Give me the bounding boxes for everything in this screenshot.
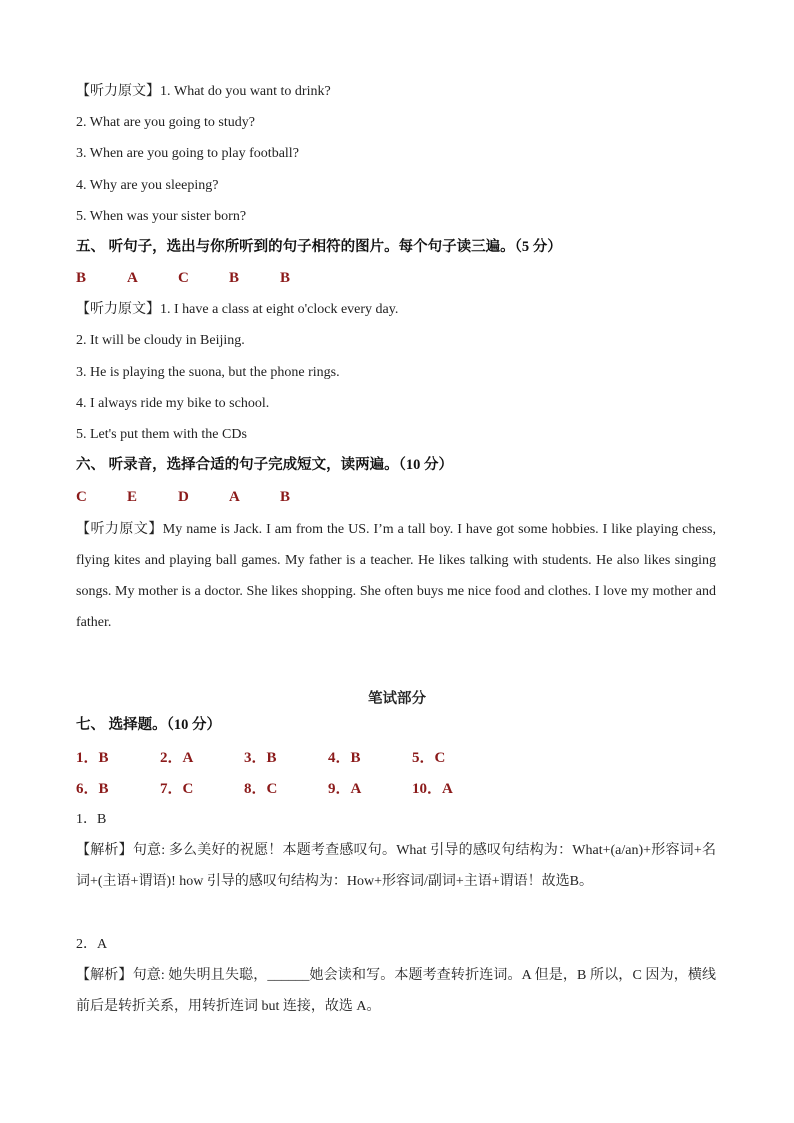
script-tag: 【听力原文】 [76, 522, 163, 537]
answer-1: 1．B [76, 750, 109, 766]
answer-4: B [229, 270, 240, 286]
section5-heading: 五、 听句子，选出与你所听到的句子相符的图片。每个句子读三遍。（5 分） [76, 239, 562, 255]
section5-line-1 [76, 300, 398, 320]
listening4-line-4: 4. Why are you sleeping? [76, 178, 219, 193]
q2-analysis: 【解析】句意: 她失明且失聪，______她会读和写。本题考查转折连词。A 但是，B 所以，C 因为，横线前后是转折关系，用转折连词 but 连接，故选 A。 [76, 968, 716, 1014]
script-text: 1. What do you want to drink? [160, 84, 331, 99]
script-text: 1. I have a class at eight o'clock every day. [160, 302, 399, 317]
section5-line-2: 2. It will be cloudy in Beijing. [76, 333, 245, 348]
listening4-line-3: 3. When are you going to play football? [76, 146, 299, 161]
section7-answers-row-2 [76, 779, 716, 799]
passage-text: My name is Jack. I am from the US. I’m a tall boy. I have got some hobbies. I like playing chess, flying kites and playing ball games. My father is a teacher. He likes talking with students. He also likes singing songs. My mother is a doctor. She likes shopping. She often buys me nice food and clothes. I love my mother and father. [76, 522, 716, 630]
answer-4: 4．B [328, 750, 361, 766]
answer-3: D [178, 489, 189, 505]
q2-answer: 2．A [76, 937, 108, 952]
answer-1: B [76, 270, 87, 286]
listening4-line-1 [76, 82, 331, 102]
answer-8: 8．C [244, 781, 278, 797]
listening4-line-5: 5. When was your sister born? [76, 209, 247, 224]
answer-5: B [280, 270, 291, 286]
section5-answers [76, 268, 376, 288]
answer-5: 5．C [412, 750, 446, 766]
answer-3: 3．B [244, 750, 277, 766]
script-tag: 【听力原文】 [76, 302, 160, 317]
answer-6: 6．B [76, 781, 109, 797]
section6-passage [76, 514, 716, 638]
answer-10: 10．A [412, 781, 453, 797]
answer-7: 7．C [160, 781, 194, 797]
section6-heading: 六、 听录音，选择合适的句子完成短文，读两遍。（10 分） [76, 457, 453, 473]
q1-answer: 1．B [76, 812, 107, 827]
section7-heading: 七、 选择题。（10 分） [76, 717, 221, 733]
answer-2: A [127, 270, 138, 286]
answer-3: C [178, 270, 189, 286]
section5-line-3: 3. He is playing the suona, but the phone rings. [76, 365, 340, 380]
section7-answers-row-1 [76, 748, 716, 768]
answer-2: E [127, 489, 138, 505]
answer-4: A [229, 489, 240, 505]
listening4-line-2: 2. What are you going to study? [76, 115, 255, 130]
written-part-title: 笔试部分 [368, 691, 426, 707]
answer-5: B [280, 489, 291, 505]
q1-analysis: 【解析】句意: 多么美好的祝愿！本题考查感叹句。What 引导的感叹句结构为：What+(a/an)+形容词+名词+(主语+谓语)! how 引导的感叹句结构为：How+形容词/副词+主语+谓语！故选B。 [76, 843, 716, 889]
answer-9: 9．A [328, 781, 362, 797]
script-tag: 【听力原文】 [76, 84, 160, 99]
section6-answers [76, 487, 376, 507]
answer-1: C [76, 489, 87, 505]
section5-line-5: 5. Let's put them with the CDs [76, 427, 247, 442]
answer-2: 2．A [160, 750, 194, 766]
section5-line-4: 4. I always ride my bike to school. [76, 396, 270, 411]
